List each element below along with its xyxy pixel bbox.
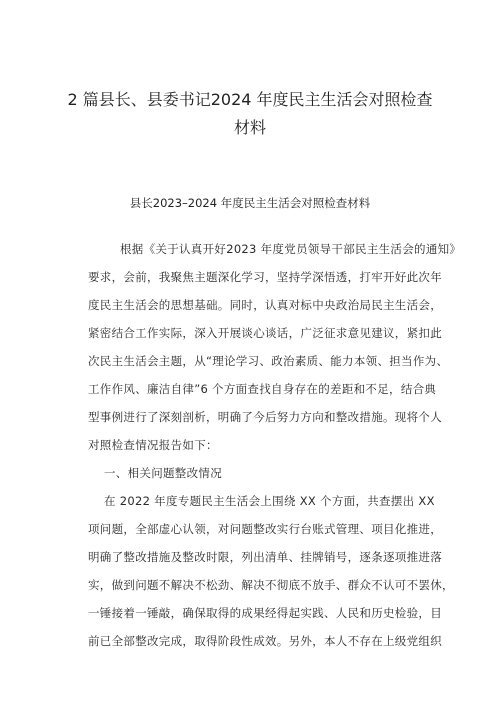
paragraph-line: 项问题，全部虚心认领，对问题整改实行台账式管理、项目化推进， [88,522,442,536]
paragraph-line: 明确了整改措施及整改时限，列出清单、挂牌销号，逐条逐项推进落 [88,550,442,564]
paragraph-line: 次民主生活会主题，从“理论学习、政治素质、能力本领、担当作为、 [88,354,449,368]
document-title-line2: 材料 [233,118,266,137]
paragraph-line: 在 2022 年度专题民主生活会上围绕 XX 个方面，共查摆出 XX [104,494,435,508]
paragraph-line: 实，做到问题不解决不松劲、解决不彻底不放手、群众不认可不罢休， [88,578,454,592]
document-subtitle: 县长2023–2024 年度民主生活会对照检查材料 [129,196,371,210]
paragraph-line: 型事例进行了深刻剖析，明确了今后努力方向和整改措施。现将个人 [88,410,442,424]
document-title-line1: 2 篇县长、县委书记2024 年度民主生活会对照检查 [67,90,433,109]
paragraph-line: 紧密结合工作实际，深入开展谈心谈话，广泛征求意见建议，紧扣此 [88,326,442,340]
paragraph-line: 工作作风、廉洁自律”6 个方面查找自身存在的差距和不足，结合典 [88,382,437,396]
paragraph-line: 要求，会前，我聚焦主题深化学习，坚持学深悟透，打牢开好此次年 [88,270,442,284]
paragraph-line: 度民主生活会的思想基础。同时，认真对标中央政治局民主生活会， [88,298,442,312]
paragraph-line: 一锤接着一锤敲，确保取得的成果经得起实践、人民和历史检验，目 [88,606,442,620]
paragraph-line: 根据《关于认真开好2023 年度党员领导干部民主生活会的通知》 [120,242,462,256]
section-heading: 一、相关问题整改情况 [104,466,222,480]
paragraph-line: 对照检查情况报告如下： [88,438,218,452]
paragraph-line: 前已全部整改完成，取得阶段性成效。另外，本人不存在上级党组织 [88,634,442,648]
